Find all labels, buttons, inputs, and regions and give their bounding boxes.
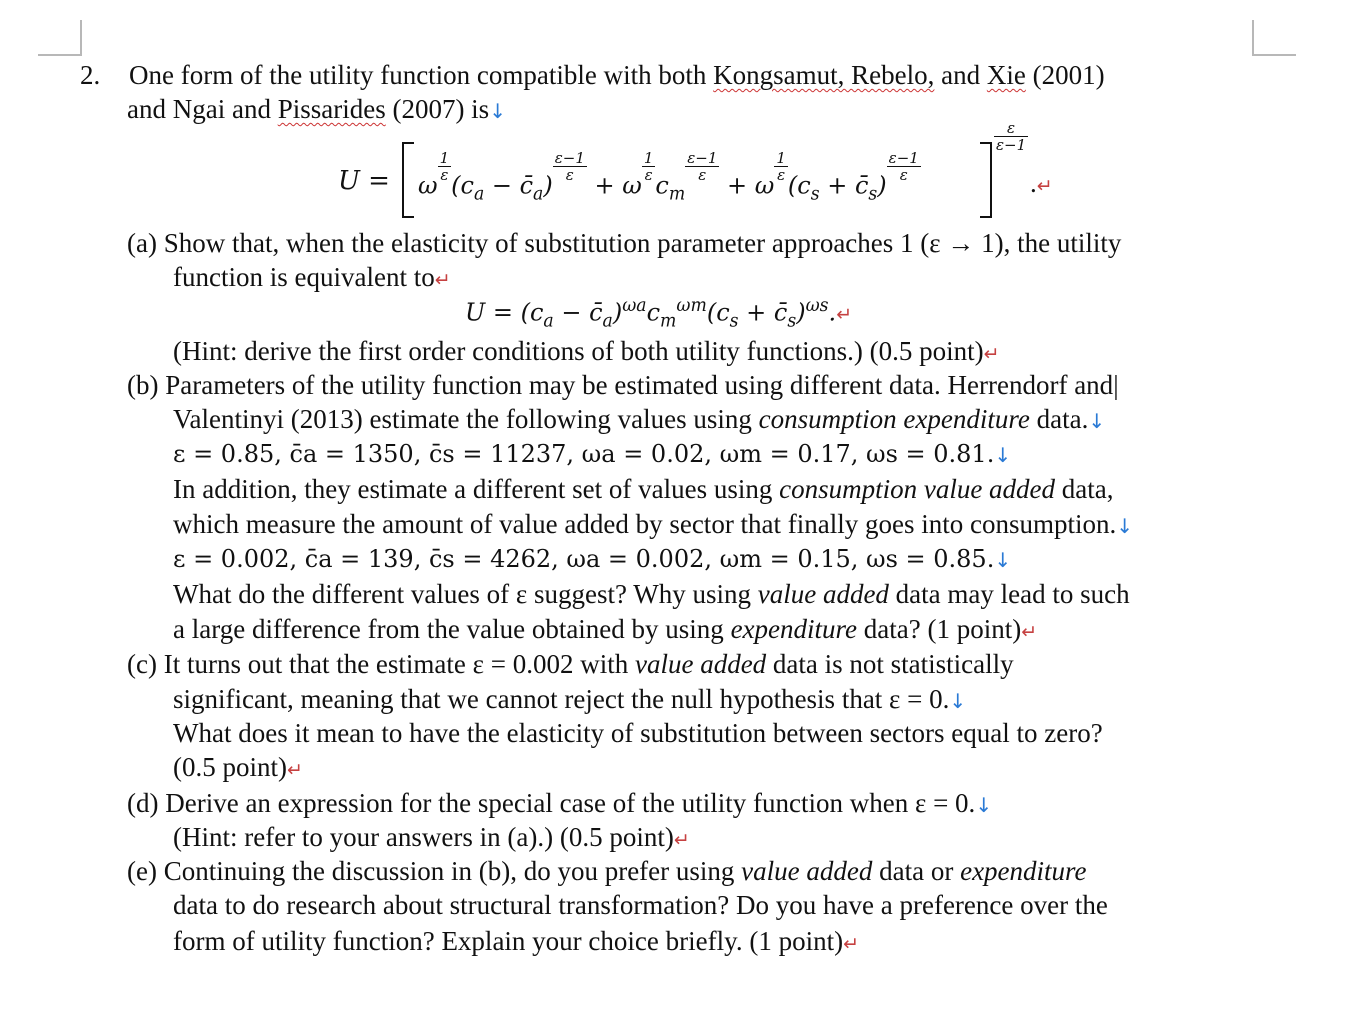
outer-exponent: $\frac{\varepsilon}{\varepsilon-1}$ bbox=[996, 119, 1027, 154]
part-a-hint: (Hint: derive the first order conditions of both utility functions.) (0.5 point)↵ bbox=[173, 336, 1000, 366]
right-bracket bbox=[980, 142, 992, 218]
eq-ces-body: ω $\frac{1}{\varepsilon}$ ($c_a$ − $c̄_a$) $\frac{\varepsilon-1}{\varepsilon}$ + ω $\frac{1}{\varepsilon}$ $c_m$ $\frac{\varepsilon-1}{\varepsilon}$ + ω $\frac{1}{\varepsilon}$ ($c_s$ + $c̄_s$) $\frac{\varepsilon-1}{\varepsilon}$ bbox=[418, 149, 919, 205]
part-b-values-value-added: ε = 0.002, c̄a = 139, c̄s = 4262, ωa = 0.002, ωm = 0.15, ωs = 0.85.↓ bbox=[173, 545, 1012, 573]
part-c-line-3: What does it mean to have the elasticity of substitution between sectors equal to zero? bbox=[173, 718, 1103, 748]
page-corner-mark-top-left bbox=[38, 20, 82, 56]
part-b-line-5: which measure the amount of value added by sector that finally goes into consumption.↓ bbox=[173, 509, 1134, 539]
part-b-line-2: Valentinyi (2013) estimate the following values using consumption expenditure data.↓ bbox=[173, 404, 1106, 434]
part-d-label: (d) bbox=[127, 788, 159, 818]
part-e-line-2: data to do research about structural transformation? Do you have a preference over the bbox=[173, 890, 1108, 920]
text-cursor: | bbox=[1113, 370, 1119, 400]
spellcheck-pissarides[interactable]: Pissarides bbox=[277, 94, 386, 124]
spellcheck-xie[interactable]: Xie bbox=[986, 60, 1026, 90]
part-c-label: (c) bbox=[127, 649, 157, 679]
part-a-line-2: function is equivalent to↵ bbox=[173, 262, 451, 292]
part-d-line-1: (d) Derive an expression for the special case of the utility function when ε = 0.↓ bbox=[127, 788, 993, 818]
question-2-line-1: 2. One form of the utility function compatible with both Kongsamut, Rebelo, and Xie (2001) bbox=[80, 60, 1105, 90]
part-c-line-2: significant, meaning that we cannot reject the null hypothesis that ε = 0.↓ bbox=[173, 684, 967, 714]
part-b-line-1: (b) Parameters of the utility function may be estimated using different data. Herrendorf and| bbox=[127, 370, 1119, 400]
page-corner-mark-top-right bbox=[1252, 20, 1296, 56]
part-b-line-4: In addition, they estimate a different set of values using consumption value added data, bbox=[173, 474, 1114, 504]
part-b-line-7: What do the different values of ε suggest? Why using value added data may lead to such bbox=[173, 579, 1130, 609]
part-e-line-3: form of utility function? Explain your choice briefly. (1 point)↵ bbox=[173, 926, 859, 956]
part-b-line-8: a large difference from the value obtained by using expenditure data? (1 point)↵ bbox=[173, 614, 1038, 644]
part-d-line-2: (Hint: refer to your answers in (a).) (0.5 point)↵ bbox=[173, 822, 690, 852]
spellcheck-names[interactable]: Kongsamut, Rebelo, bbox=[713, 60, 935, 90]
part-a-line-1: (a) Show that, when the elasticity of substitution parameter approaches 1 (ε → 1), the utility bbox=[127, 228, 1122, 258]
part-e-label: (e) bbox=[127, 856, 157, 886]
question-2-line-2: and Ngai and Pissarides (2007) is↓ bbox=[127, 94, 506, 124]
part-c-line-1: (c) It turns out that the estimate ε = 0.002 with value added data is not statistically bbox=[127, 649, 1014, 679]
part-e-line-1: (e) Continuing the discussion in (b), do you prefer using value added data or expenditure bbox=[127, 856, 1087, 886]
part-c-line-4: (0.5 point)↵ bbox=[173, 752, 303, 782]
eq1-end: .↵ bbox=[1030, 168, 1053, 198]
line-break-mark: ↓ bbox=[489, 99, 506, 123]
part-b-values-expenditure: ε = 0.85, c̄a = 1350, c̄s = 11237, ωa = 0.02, ωm = 0.17, ωs = 0.81.↓ bbox=[173, 440, 1012, 468]
utility-equation-cobb-douglas: $U = (c_a$ − $c̄_a)^{\omega a}c_m^{\omega m}(c_s$ + $c̄_s)^{\omega s}.↵$ bbox=[465, 296, 853, 332]
eq-lhs: U = bbox=[338, 166, 390, 196]
part-b-label: (b) bbox=[127, 370, 159, 400]
question-number: 2. bbox=[80, 60, 101, 90]
part-a-label: (a) bbox=[127, 228, 157, 258]
left-bracket bbox=[402, 142, 414, 218]
